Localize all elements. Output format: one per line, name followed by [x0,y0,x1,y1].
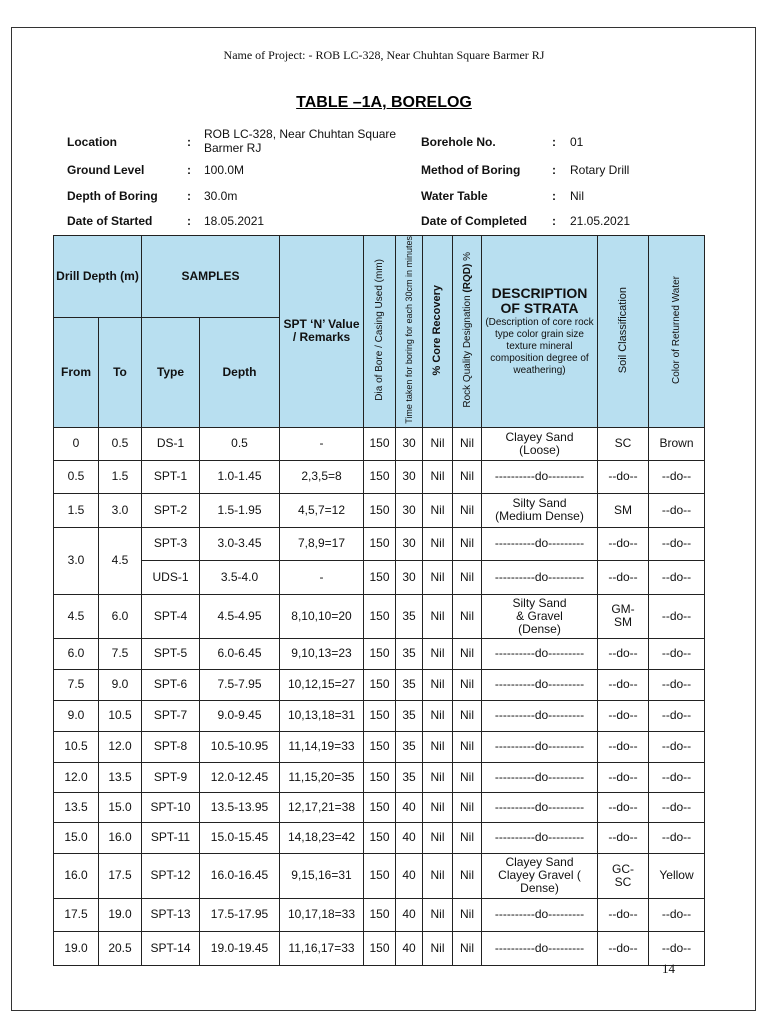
depth-cell: 7.5-7.95 [200,669,280,700]
table-row [54,527,705,560]
description-header-title: DESCRIPTION OF STRATA [491,284,588,316]
from-cell: 13.5 [54,792,99,822]
color-cell: --do-- [649,638,705,669]
core-cell: Nil [423,493,453,527]
table-row [54,669,705,700]
type-cell: SPT-7 [142,700,200,731]
type-cell: SPT-10 [142,792,200,822]
depth-header: Depth [200,318,280,428]
core-cell: Nil [423,731,453,762]
soil-cell: SC [598,427,649,460]
dia-cell: 150 [364,822,396,853]
from-cell: 17.5 [54,898,99,931]
soil-cell: --do-- [598,898,649,931]
spt-cell: - [280,560,364,594]
time-cell: 30 [396,427,423,460]
type-cell: SPT-8 [142,731,200,762]
dia-cell: 150 [364,638,396,669]
rqd-cell: Nil [453,700,482,731]
table-row [54,898,705,931]
time-cell: 40 [396,822,423,853]
core-recovery-header-text: % Core Recovery [431,284,443,376]
soil-cell: --do-- [598,560,649,594]
to-cell: 7.5 [99,638,142,669]
color-cell: --do-- [649,594,705,638]
rqd-cell: Nil [453,931,482,965]
depth-cell: 4.5-4.95 [200,594,280,638]
rqd-cell: Nil [453,762,482,792]
color-cell: --do-- [649,493,705,527]
depth-cell: 16.0-16.45 [200,853,280,898]
water-table-colon: : [552,189,556,203]
dia-cell: 150 [364,931,396,965]
color-cell: Yellow [649,853,705,898]
dia-cell: 150 [364,460,396,493]
description-cell: ----------do--------- [482,931,598,965]
core-cell: Nil [423,931,453,965]
to-cell: 1.5 [99,460,142,493]
rqd-cell: Nil [453,460,482,493]
depth-cell: 12.0-12.45 [200,762,280,792]
to-cell: 4.5 [99,527,142,594]
ground-level-value: 100.0M [204,163,245,177]
soil-cell: GC-SC [598,853,649,898]
soil-cell: --do-- [598,792,649,822]
rqd-cell: Nil [453,638,482,669]
depth-cell: 13.5-13.95 [200,792,280,822]
color-cell: --do-- [649,460,705,493]
soil-cell: --do-- [598,669,649,700]
table-row [54,822,705,853]
description-cell: ----------do--------- [482,822,598,853]
core-cell: Nil [423,700,453,731]
borelog-table [53,235,705,966]
rqd-cell: Nil [453,731,482,762]
location-colon: : [187,135,191,149]
color-cell: --do-- [649,762,705,792]
table-row [54,560,705,594]
depth-of-boring-value: 30.0m [204,189,238,203]
spt-cell: 14,18,23=42 [280,822,364,853]
core-cell: Nil [423,527,453,560]
dia-cell: 150 [364,898,396,931]
method-of-boring-value: Rotary Drill [570,163,630,177]
borehole-no-colon: : [552,135,556,149]
color-cell: --do-- [649,731,705,762]
spt-cell: 10,17,18=33 [280,898,364,931]
type-cell: SPT-5 [142,638,200,669]
from-cell: 0 [54,427,99,460]
color-cell: --do-- [649,560,705,594]
table-row [54,762,705,792]
to-cell: 15.0 [99,792,142,822]
core-cell: Nil [423,460,453,493]
table-title [0,94,768,112]
ground-level-label: Ground Level [67,163,145,177]
drill-depth-header: Drill Depth (m) [54,236,142,318]
table-title-text: TABLE –1A, BORELOG [296,94,472,111]
spt-cell: 2,3,5=8 [280,460,364,493]
rqd-cell: Nil [453,822,482,853]
depth-cell: 1.5-1.95 [200,493,280,527]
description-cell: ----------do--------- [482,527,598,560]
to-cell: 0.5 [99,427,142,460]
dia-cell: 150 [364,427,396,460]
spt-cell: 10,12,15=27 [280,669,364,700]
to-header: To [99,318,142,428]
color-cell: --do-- [649,700,705,731]
rqd-cell: Nil [453,898,482,931]
from-cell: 16.0 [54,853,99,898]
rqd-cell: Nil [453,427,482,460]
depth-cell: 0.5 [200,427,280,460]
color-cell: --do-- [649,822,705,853]
table-row [54,931,705,965]
depth-cell: 19.0-19.45 [200,931,280,965]
spt-cell: 11,14,19=33 [280,731,364,762]
dia-cell: 150 [364,594,396,638]
rqd-header [453,236,482,428]
time-cell: 35 [396,762,423,792]
samples-header: SAMPLES [142,236,280,318]
spt-cell: 12,17,21=38 [280,792,364,822]
spt-cell: 9,10,13=23 [280,638,364,669]
depth-cell: 1.0-1.45 [200,460,280,493]
depth-of-boring-colon: : [187,189,191,203]
soil-cell: --do-- [598,700,649,731]
description-cell: Silty Sand & Gravel (Dense) [482,594,598,638]
project-name: Name of Project: - ROB LC-328, Near Chuhtan Square Barmer RJ [223,48,545,62]
type-cell: UDS-1 [142,560,200,594]
color-cell: --do-- [649,792,705,822]
soil-cell: --do-- [598,822,649,853]
type-cell: SPT-4 [142,594,200,638]
to-cell: 20.5 [99,931,142,965]
table-row [54,700,705,731]
from-header: From [54,318,99,428]
to-cell: 10.5 [99,700,142,731]
dia-cell: 150 [364,669,396,700]
depth-cell: 17.5-17.95 [200,898,280,931]
core-cell: Nil [423,594,453,638]
from-cell: 0.5 [54,460,99,493]
from-cell: 9.0 [54,700,99,731]
method-of-boring-colon: : [552,163,556,177]
color-cell: --do-- [649,527,705,560]
date-started-label: Date of Started [67,214,153,228]
description-header [482,236,598,428]
depth-cell: 9.0-9.45 [200,700,280,731]
rqd-header-text [462,252,473,408]
to-cell: 13.5 [99,762,142,792]
page-number: 14 [662,961,675,976]
rqd-header-part-b: (RQD) [461,263,473,293]
date-completed-label: Date of Completed [421,214,528,228]
type-header: Type [142,318,200,428]
table-row [54,731,705,762]
rqd-cell: Nil [453,853,482,898]
core-cell: Nil [423,669,453,700]
depth-cell: 10.5-10.95 [200,731,280,762]
dia-cell: 150 [364,493,396,527]
description-cell: ----------do--------- [482,792,598,822]
soil-cell: --do-- [598,762,649,792]
rqd-cell: Nil [453,669,482,700]
soil-cell: --do-- [598,931,649,965]
depth-cell: 3.5-4.0 [200,560,280,594]
table-row [54,493,705,527]
date-started-colon: : [187,214,191,228]
rqd-cell: Nil [453,594,482,638]
time-cell: 35 [396,669,423,700]
table-row [54,638,705,669]
dia-cell: 150 [364,792,396,822]
type-cell: SPT-14 [142,931,200,965]
table-row [54,792,705,822]
spt-cell: 8,10,10=20 [280,594,364,638]
dia-cell: 150 [364,853,396,898]
rqd-cell: Nil [453,527,482,560]
color-cell: Brown [649,427,705,460]
type-cell: DS-1 [142,427,200,460]
to-cell: 12.0 [99,731,142,762]
time-cell: 40 [396,931,423,965]
depth-cell: 6.0-6.45 [200,638,280,669]
spt-cell: 4,5,7=12 [280,493,364,527]
ground-level-colon: : [187,163,191,177]
core-cell: Nil [423,853,453,898]
to-cell: 19.0 [99,898,142,931]
water-table-label: Water Table [421,189,488,203]
table-row [54,427,705,460]
time-cell: 40 [396,792,423,822]
from-cell: 6.0 [54,638,99,669]
core-cell: Nil [423,822,453,853]
depth-cell: 3.0-3.45 [200,527,280,560]
type-cell: SPT-9 [142,762,200,792]
description-cell: ----------do--------- [482,898,598,931]
depth-cell: 15.0-15.45 [200,822,280,853]
returned-water-color-header-text: Color of Returned Water [671,275,682,384]
type-cell: SPT-13 [142,898,200,931]
dia-cell: 150 [364,527,396,560]
from-cell: 1.5 [54,493,99,527]
type-cell: SPT-1 [142,460,200,493]
type-cell: SPT-6 [142,669,200,700]
time-header [396,236,423,428]
spt-cell: 9,15,16=31 [280,853,364,898]
borehole-no-label: Borehole No. [421,135,496,149]
from-cell: 15.0 [54,822,99,853]
time-cell: 30 [396,560,423,594]
time-cell: 35 [396,731,423,762]
description-cell: Clayey Sand (Loose) [482,427,598,460]
core-cell: Nil [423,427,453,460]
from-cell: 10.5 [54,731,99,762]
description-cell: Silty Sand (Medium Dense) [482,493,598,527]
type-cell: SPT-2 [142,493,200,527]
location-value-line2: Barmer RJ [204,141,262,155]
soil-cell: --do-- [598,527,649,560]
type-cell: SPT-11 [142,822,200,853]
table-row [54,594,705,638]
date-completed-colon: : [552,214,556,228]
time-cell: 35 [396,700,423,731]
spt-cell: 7,8,9=17 [280,527,364,560]
soil-cell: SM [598,493,649,527]
table-row [54,853,705,898]
core-cell: Nil [423,560,453,594]
soil-cell: --do-- [598,638,649,669]
to-cell: 9.0 [99,669,142,700]
from-cell: 7.5 [54,669,99,700]
time-header-text: Time taken for boring for each 30cm in minutes [404,236,414,424]
dia-cell: 150 [364,700,396,731]
soil-cell: GM-SM [598,594,649,638]
depth-of-boring-label: Depth of Boring [67,189,158,203]
dia-cell: 150 [364,731,396,762]
color-cell: --do-- [649,931,705,965]
color-cell: --do-- [649,669,705,700]
soil-classification-header [598,236,649,428]
time-cell: 35 [396,638,423,669]
core-recovery-header [423,236,453,428]
core-cell: Nil [423,762,453,792]
description-cell: ----------do--------- [482,731,598,762]
spt-cell: 11,15,20=35 [280,762,364,792]
core-cell: Nil [423,792,453,822]
type-cell: SPT-12 [142,853,200,898]
type-cell: SPT-3 [142,527,200,560]
soil-cell: --do-- [598,460,649,493]
rqd-cell: Nil [453,792,482,822]
location-label: Location [67,135,117,149]
description-cell: ----------do--------- [482,460,598,493]
rqd-cell: Nil [453,493,482,527]
date-completed-value: 21.05.2021 [570,214,631,228]
time-cell: 40 [396,853,423,898]
to-cell: 3.0 [99,493,142,527]
to-cell: 17.5 [99,853,142,898]
time-cell: 35 [396,594,423,638]
spt-cell: 11,16,17=33 [280,931,364,965]
date-started-value: 18.05.2021 [204,214,265,228]
dia-cell: 150 [364,560,396,594]
from-cell: 4.5 [54,594,99,638]
soil-cell: --do-- [598,731,649,762]
description-cell: ----------do--------- [482,700,598,731]
from-cell: 12.0 [54,762,99,792]
dia-cell: 150 [364,762,396,792]
spt-header: SPT ‘N’ Value / Remarks [280,236,364,428]
time-cell: 30 [396,460,423,493]
time-cell: 40 [396,898,423,931]
spt-cell: 10,13,18=31 [280,700,364,731]
color-cell: --do-- [649,898,705,931]
water-table-value: Nil [570,189,584,203]
time-cell: 30 [396,493,423,527]
description-cell: ----------do--------- [482,669,598,700]
rqd-cell: Nil [453,560,482,594]
from-cell: 3.0 [54,527,99,594]
header-row-1 [54,236,705,318]
description-cell: Clayey Sand Clayey Gravel ( Dense) [482,853,598,898]
description-cell: ----------do--------- [482,560,598,594]
dia-header-text: Dia of Bore / Casing Used (mm) [374,259,385,401]
to-cell: 6.0 [99,594,142,638]
spt-cell: - [280,427,364,460]
core-cell: Nil [423,638,453,669]
dia-header [364,236,396,428]
table-row [54,460,705,493]
soil-classification-header-text: Soil Classification [616,286,629,373]
description-cell: ----------do--------- [482,762,598,792]
description-header-subtitle: (Description of core rock type color grain size texture mineral composition degree of weathering) [485,316,594,376]
returned-water-color-header [649,236,705,428]
method-of-boring-label: Method of Boring [421,163,521,177]
location-value-line1: ROB LC-328, Near Chuhtan Square [204,127,397,141]
rqd-header-part-a: Rock Quality Designation [461,292,473,408]
borehole-no-value: 01 [570,135,584,149]
time-cell: 30 [396,527,423,560]
to-cell: 16.0 [99,822,142,853]
core-cell: Nil [423,898,453,931]
description-cell: ----------do--------- [482,638,598,669]
from-cell: 19.0 [54,931,99,965]
rqd-header-part-c: % [461,252,473,264]
